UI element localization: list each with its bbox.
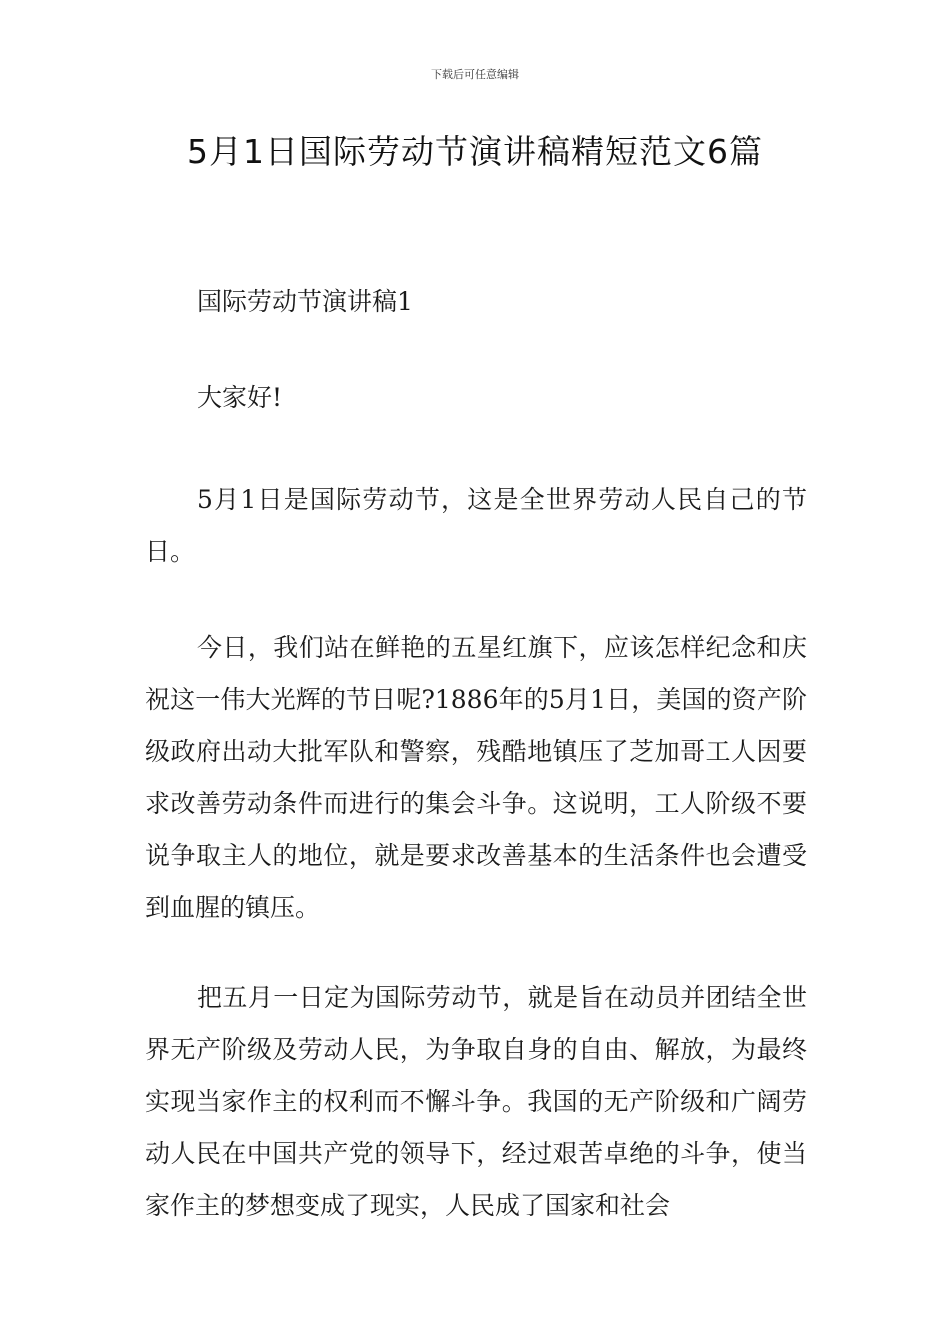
document-title: 5月1日国际劳动节演讲稿精短范文6篇 xyxy=(187,132,763,171)
paragraph-3: 把五月一日定为国际劳动节，就是旨在动员并团结全世界无产阶级及劳动人民，为争取自身的自由、解放，为最终实现当家作主的权利而不懈斗争。我国的无产阶级和广阔劳动人民在中国共产党的领导下，经过艰苦卓绝的斗争，使当家作主的梦想变成了现实，人民成了国家和社会 xyxy=(145,983,807,1220)
section-heading: 国际劳动节演讲稿1 xyxy=(197,287,413,316)
greeting: 大家好! xyxy=(197,383,283,412)
paragraph-2: 今日，我们站在鲜艳的五星红旗下，应该怎样纪念和庆祝这一伟大光辉的节日呢?1886年的5月1日，美国的资产阶级政府出动大批军队和警察，残酷地镇压了芝加哥工人因要求改善劳动条件而进行的集会斗争。这说明，工人阶级不要说争取主人的地位，就是要求改善基本的生活条件也会遭受到血腥的镇压。 xyxy=(145,633,807,922)
paragraph-1: 5月1日是国际劳动节，这是全世界劳动人民自己的节日。 xyxy=(145,485,807,566)
header-note: 下载后可任意编辑 xyxy=(431,68,519,81)
